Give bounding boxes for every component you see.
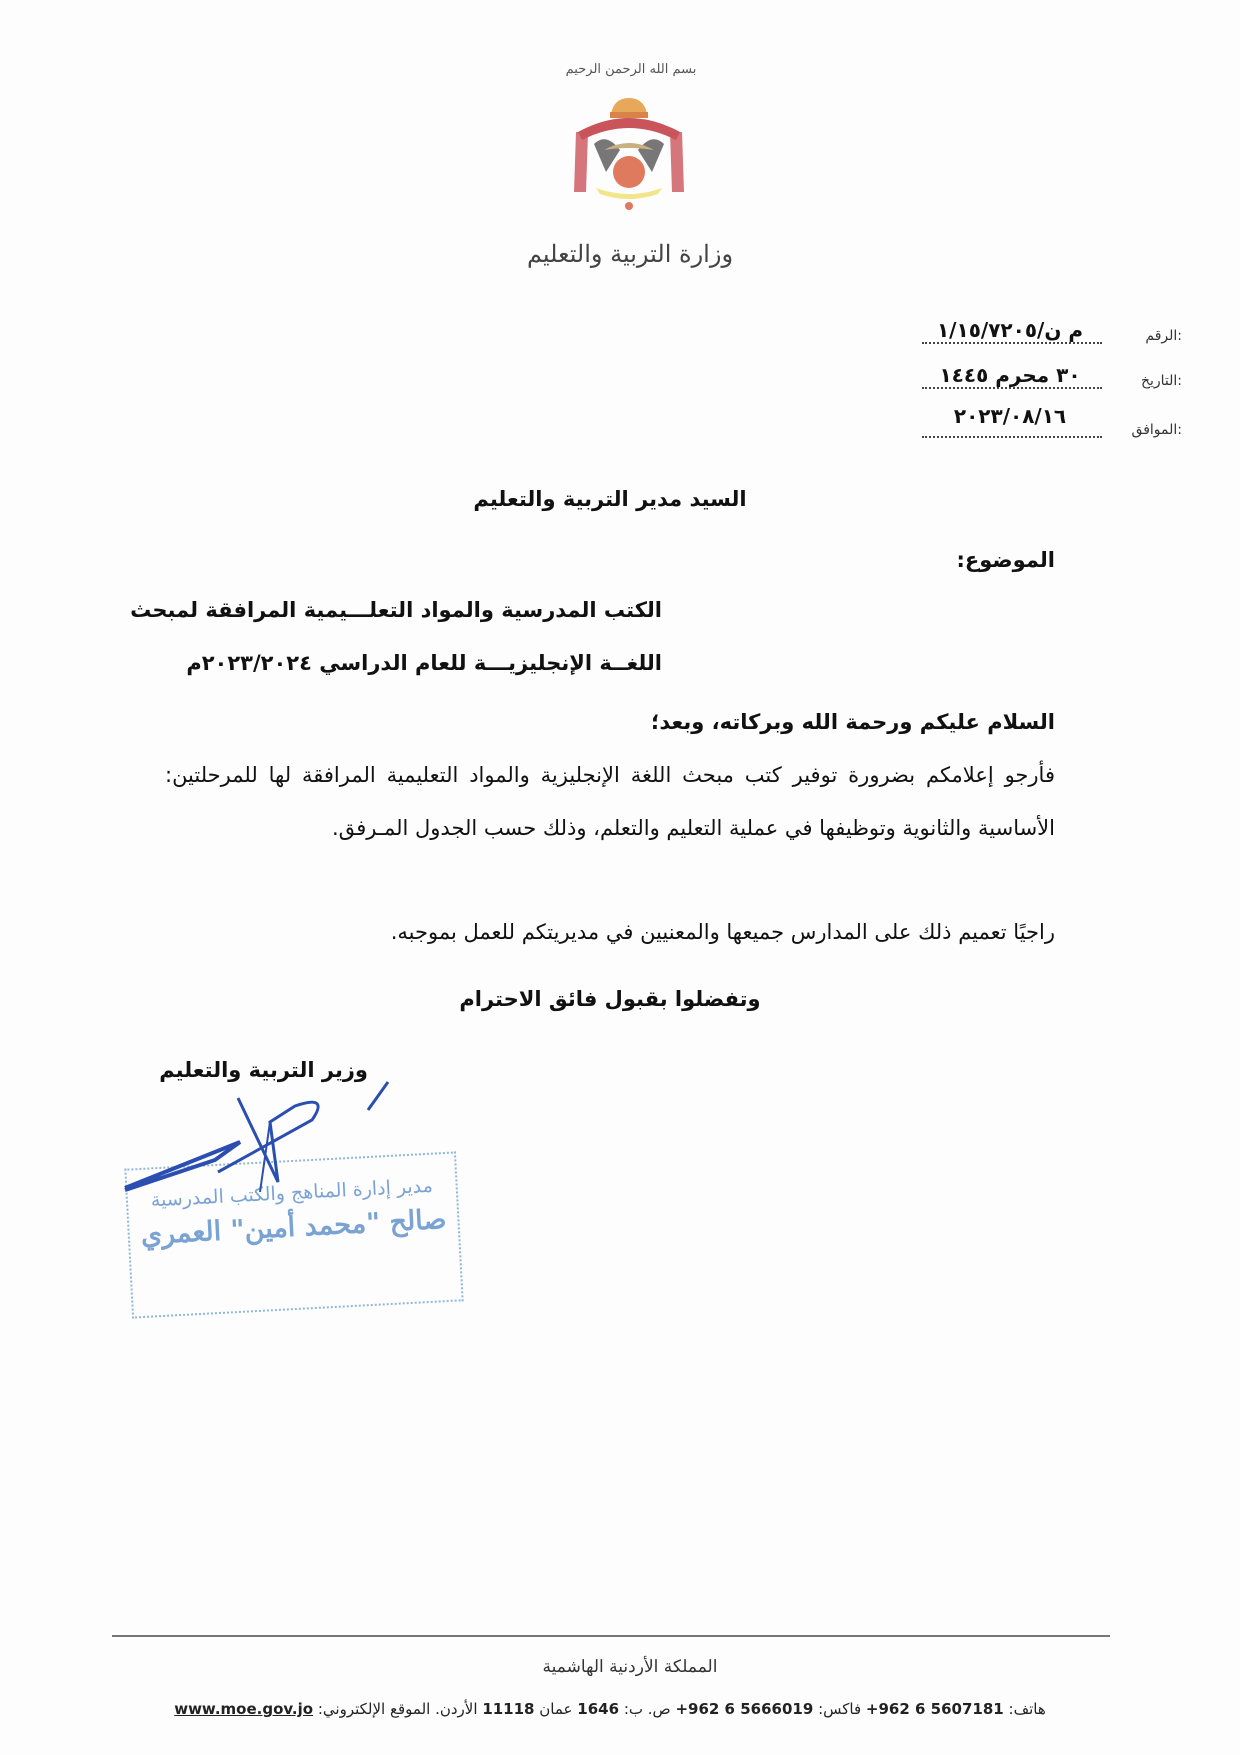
stamp-name: صالح "محمد أمين" العمري xyxy=(140,1204,448,1251)
body-paragraph-1: فأرجو إعلامكم بضرورة توفير كتب مبحث اللغة الإنجليزية والمواد التعليمية المرافقة لها للمرحلتين: الأساسية والثانوية وتوظيفها في عملية التعليم والتعلم، وذلك حسب الجدول المـرفق. xyxy=(165,763,1055,840)
phone-number: +962 6 5607181 xyxy=(865,1700,1004,1718)
subject-label: الموضوع: xyxy=(956,548,1055,572)
phone-label: هاتف: xyxy=(1008,1700,1046,1718)
handwritten-signature xyxy=(120,1060,420,1200)
corresponding-date-label: الموافق: xyxy=(1131,422,1182,438)
ministry-name: وزارة التربية والتعليم xyxy=(526,240,734,268)
reference-number-field xyxy=(922,318,1182,348)
crown-icon xyxy=(610,98,648,118)
closing: وتفضلوا بقبول فائق الاحترام xyxy=(459,987,761,1011)
basmala: بسم الله الرحمن الرحيم xyxy=(565,62,697,77)
pobox-number: 1646 xyxy=(577,1700,620,1718)
date-value: ٣٠ محرم ١٤٤٥ xyxy=(939,363,1081,387)
reference-number-value: م ن/١/١٥/٧٢٠٥ xyxy=(936,318,1084,342)
fax-number: +962 6 5666019 xyxy=(675,1700,814,1718)
city: عمان xyxy=(539,1700,573,1718)
footer-contact-info xyxy=(160,1700,1060,1718)
date-field xyxy=(922,363,1182,393)
stamp-title: مدير إدارة المناهج والكتب المدرسية xyxy=(150,1174,434,1212)
addressee: السيد مدير التربية والتعليم xyxy=(473,487,747,511)
subject-line-1: الكتب المدرسية والمواد التعلـــيمية المرافقة لمبحث xyxy=(130,598,662,622)
postal-code: 11118 xyxy=(482,1700,535,1718)
reference-number-label: الرقم: xyxy=(1145,328,1182,344)
fax-label: فاكس: xyxy=(818,1700,862,1718)
footer-divider xyxy=(112,1635,1110,1637)
body-paragraph-2: راجيًا تعميم ذلك على المدارس جميعها والمعنيين في مديريتكم للعمل بموجبه. xyxy=(390,920,1055,944)
date-label: التاريخ: xyxy=(1140,373,1182,389)
website-label: الموقع الإلكتروني: xyxy=(317,1700,431,1718)
signatory-title: وزير التربية والتعليم xyxy=(159,1058,368,1082)
country: الأردن. xyxy=(435,1700,478,1718)
jordan-coat-of-arms-emblem xyxy=(566,92,692,216)
pobox-label: ص. ب: xyxy=(623,1700,671,1718)
corresponding-date-value: ٢٠٢٣/٠٨/١٦ xyxy=(953,404,1067,428)
footer-kingdom-name: المملكة الأردنية الهاشمية xyxy=(542,1657,718,1677)
greeting: السلام عليكم ورحمة الله وبركاته، وبعد؛ xyxy=(650,710,1055,734)
subject-line-2: اللغــة الإنجليزيـــة للعام الدراسي ٢٠٢٣/٢٠٢٤م xyxy=(186,651,662,675)
website-link[interactable]: www.moe.gov.jo xyxy=(174,1700,314,1718)
corresponding-date-field xyxy=(922,404,1182,442)
